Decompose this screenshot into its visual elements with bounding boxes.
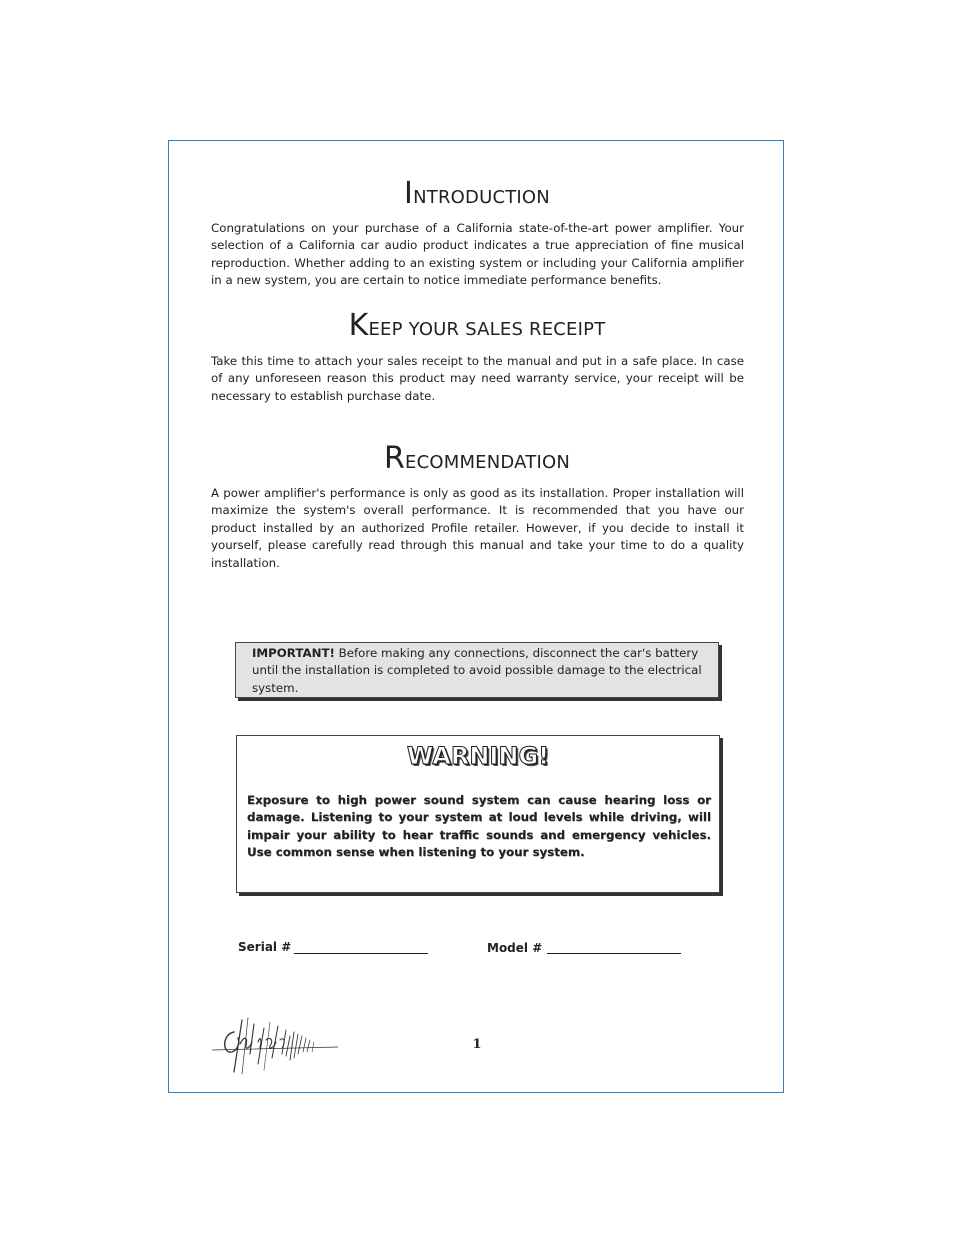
serial-label: Serial # bbox=[238, 940, 292, 954]
receipt-paragraph: Take this time to attach your sales receipt to the manual and put in a safe place. In case of any unforeseen reason this product may need warranty service, your receipt will be necessary to establish purchase date. bbox=[211, 354, 744, 403]
important-label: IMPORTANT! bbox=[252, 646, 335, 660]
important-body: Before making any connections, disconnect the car's battery until the installation is completed to avoid possible damage to the electrical system. bbox=[252, 646, 702, 695]
heading-recommendation bbox=[0, 441, 954, 476]
california-logo-icon bbox=[212, 1014, 340, 1076]
introduction-paragraph: Congratulations on your purchase of a California state-of-the-art power amplifier. Your selection of a California car audio product indicates a true appreciation of fine musical reproduction. Whether adding to an existing system or including your California amplifier in a new system, you are certain to notice immediate performance benefits. bbox=[211, 221, 744, 288]
heading-rest: ECOMMENDATION bbox=[405, 452, 571, 473]
model-number-line[interactable] bbox=[547, 953, 681, 954]
heading-introduction bbox=[0, 176, 954, 211]
warning-box bbox=[236, 735, 720, 893]
heading-initial: R bbox=[383, 441, 406, 476]
recommendation-paragraph: A power amplifier's performance is only as good as its installation. Proper installation will maximize the system's overall performance. It is recommended that you have our product installed by an authorized Profile retailer. However, if you decide to install it yourself, please carefully read through this manual and take your time to do a quality installation. bbox=[211, 486, 744, 570]
important-notice-box bbox=[235, 642, 719, 698]
heading-keep-receipt bbox=[0, 308, 954, 343]
page-number: 1 bbox=[472, 1037, 482, 1052]
model-label: Model # bbox=[487, 941, 543, 955]
heading-rest: NTRODUCTION bbox=[413, 187, 550, 208]
warning-title: WARNING! bbox=[406, 742, 550, 770]
serial-number-line[interactable] bbox=[294, 953, 428, 954]
heading-rest: EEP YOUR SALES RECEIPT bbox=[368, 319, 606, 340]
important-notice-text bbox=[252, 645, 702, 697]
warning-text: Exposure to high power sound system can cause hearing loss or damage. Listening to your system at loud levels while driving, will impair your ability to hear traffic sounds and emergency vehicles. Use common sense when listening to your system. bbox=[247, 793, 711, 860]
heading-initial: K bbox=[348, 308, 369, 343]
heading-initial: I bbox=[404, 176, 414, 211]
